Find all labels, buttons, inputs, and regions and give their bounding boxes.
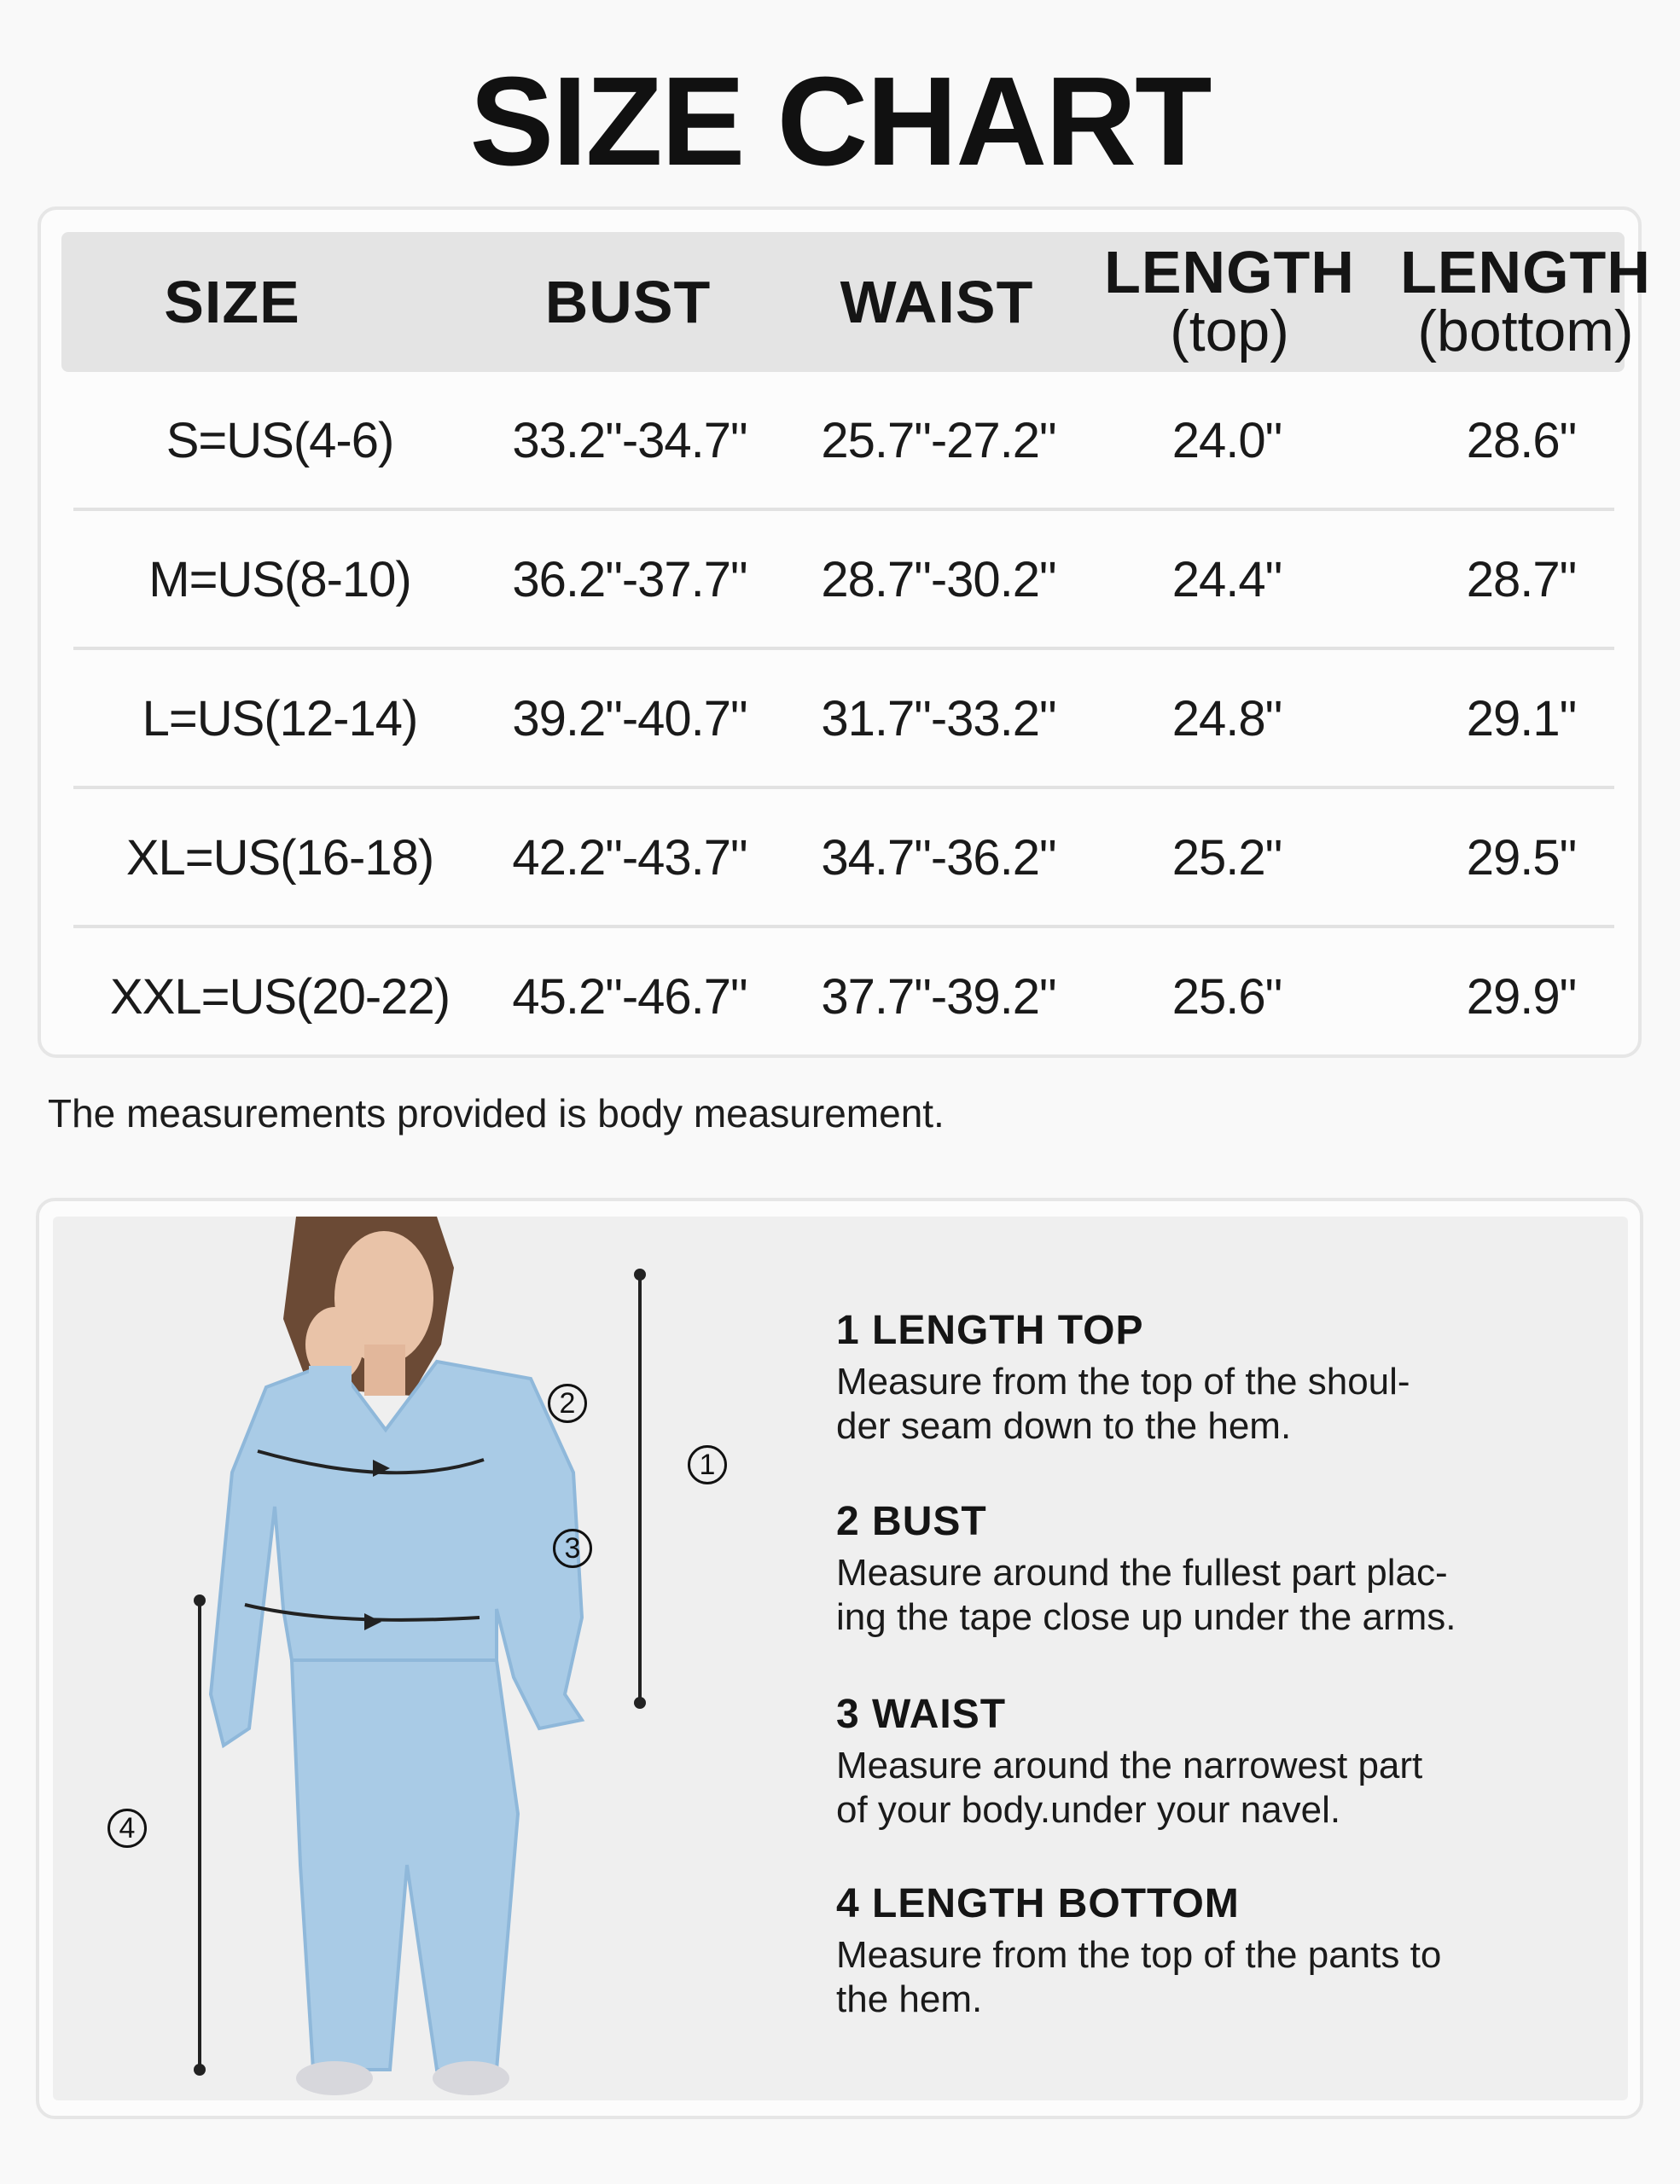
header-length-top — [1063, 232, 1396, 372]
length-bottom-end — [194, 2064, 206, 2076]
how-to-measure-inner — [53, 1217, 1628, 2100]
instruction-length-top — [836, 1307, 1587, 1449]
header-size — [61, 232, 403, 372]
page-title: SIZE CHART — [469, 51, 1211, 192]
cell-bust: 33.2"-34.7" — [512, 412, 747, 468]
length-bottom-start — [194, 1594, 206, 1606]
instruction-heading: 2 BUST — [836, 1499, 987, 1544]
instruction-line: the hem. — [836, 1978, 983, 2020]
header-size-label: SIZE — [164, 269, 300, 335]
instruction-text — [836, 1933, 1587, 2022]
marker-4: 4 — [108, 1809, 147, 1848]
header-length-bottom-sub: (bottom) — [1417, 299, 1634, 363]
cell-bust: 42.2"-43.7" — [512, 829, 747, 886]
cell-length-bottom: 28.7" — [1466, 551, 1577, 607]
table-row — [41, 650, 1638, 789]
size-table — [38, 206, 1651, 1058]
header-length-top-label: LENGTH — [1104, 239, 1355, 305]
instruction-line: Measure around the narrowest part — [836, 1745, 1423, 1786]
cell-size: S=US(4-6) — [166, 412, 394, 468]
cell-bust: 45.2"-46.7" — [512, 968, 747, 1025]
pants-shape — [292, 1660, 518, 2070]
marker-2: 2 — [548, 1384, 587, 1423]
instruction-text — [836, 1551, 1587, 1640]
shoe-right — [433, 2061, 509, 2095]
length-top-start — [634, 1269, 646, 1281]
how-to-measure-panel — [36, 1198, 1643, 2119]
cell-length-bottom: 29.1" — [1466, 690, 1577, 746]
instruction-line: der seam down to the hem. — [836, 1405, 1292, 1447]
cell-length-top: 24.0" — [1171, 412, 1282, 468]
cell-waist: 28.7"-30.2" — [821, 551, 1056, 607]
instruction-line: Measure from the top of the shoul- — [836, 1361, 1410, 1403]
instruction-line: Measure from the top of the pants to — [836, 1934, 1442, 1976]
cell-length-top: 25.6" — [1171, 968, 1282, 1025]
model-figure — [53, 1217, 821, 2100]
cell-length-bottom: 29.9" — [1466, 968, 1577, 1025]
header-length-bottom-label: LENGTH — [1400, 239, 1651, 305]
measurement-note: The measurements provided is body measurement. — [48, 1091, 945, 1136]
header-waist-label: WAIST — [840, 269, 1034, 335]
instruction-heading: 3 WAIST — [836, 1692, 1007, 1737]
neck-shape — [364, 1345, 405, 1396]
instruction-heading: 4 LENGTH BOTTOM — [836, 1881, 1240, 1926]
instruction-bust — [836, 1498, 1587, 1640]
instruction-line: ing the tape close up under the arms. — [836, 1596, 1456, 1638]
cell-length-top: 25.2" — [1171, 829, 1282, 886]
cell-size: XXL=US(20-22) — [109, 968, 451, 1025]
cell-waist: 37.7"-39.2" — [821, 968, 1056, 1025]
cell-bust: 39.2"-40.7" — [512, 690, 747, 746]
shoe-left — [296, 2061, 373, 2095]
instruction-heading: 1 LENGTH TOP — [836, 1308, 1144, 1353]
instruction-line: of your body.under your navel. — [836, 1789, 1341, 1831]
table-row — [41, 511, 1638, 650]
cell-size: L=US(12-14) — [142, 690, 418, 746]
cell-length-top: 24.4" — [1171, 551, 1282, 607]
cell-waist: 25.7"-27.2" — [821, 412, 1056, 468]
instruction-text — [836, 1360, 1587, 1449]
header-length-top-sub: (top) — [1170, 299, 1289, 363]
header-length-bottom — [1355, 232, 1680, 372]
cell-length-top: 24.8" — [1171, 690, 1282, 746]
model-illustration — [53, 1217, 821, 2100]
table-row — [41, 928, 1638, 1067]
instruction-waist — [836, 1691, 1587, 1833]
cell-size: XL=US(16-18) — [125, 829, 434, 886]
header-waist — [775, 232, 1099, 372]
cell-size: M=US(8-10) — [148, 551, 411, 607]
cell-bust: 36.2"-37.7" — [512, 551, 747, 607]
header-bust-label: BUST — [544, 269, 712, 335]
cell-waist: 34.7"-36.2" — [821, 829, 1056, 886]
table-row — [41, 789, 1638, 928]
instruction-length-bottom — [836, 1880, 1587, 2022]
cell-waist: 31.7"-33.2" — [821, 690, 1056, 746]
marker-1: 1 — [688, 1445, 727, 1484]
header-bust — [466, 232, 790, 372]
table-header — [61, 232, 1651, 372]
marker-3: 3 — [553, 1529, 592, 1568]
cell-length-bottom: 29.5" — [1466, 829, 1577, 886]
instruction-text — [836, 1744, 1587, 1833]
length-top-end — [634, 1697, 646, 1709]
sleeve-cuff — [309, 1366, 352, 1426]
instruction-line: Measure around the fullest part plac- — [836, 1552, 1448, 1594]
cell-length-bottom: 28.6" — [1466, 412, 1577, 468]
table-row — [41, 372, 1638, 511]
